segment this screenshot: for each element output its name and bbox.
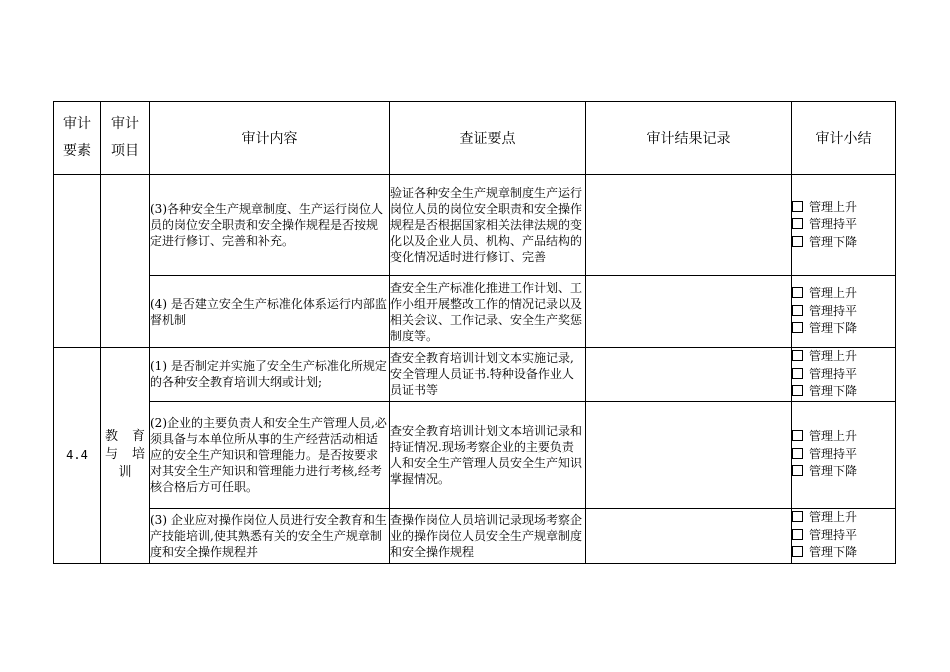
header-row xyxy=(54,102,896,175)
checkbox-icon[interactable] xyxy=(792,236,803,247)
checkbox-icon[interactable] xyxy=(792,322,803,333)
option-flat[interactable]: 管理持平 xyxy=(792,216,895,234)
option-rise[interactable]: 管理上升 xyxy=(792,199,895,217)
option-flat[interactable]: 管理持平 xyxy=(792,366,895,384)
option-flat[interactable]: 管理持平 xyxy=(792,527,895,545)
audit-item-cell: 教 育 与 培 训 xyxy=(101,348,150,564)
table-row xyxy=(54,508,896,563)
result-record-cell[interactable] xyxy=(586,276,792,348)
option-rise[interactable]: 管理上升 xyxy=(792,285,895,303)
header-audit-element: 审计 要素 xyxy=(54,102,101,175)
checkbox-icon[interactable] xyxy=(792,529,803,540)
checkbox-icon[interactable] xyxy=(792,385,803,396)
element-cell-empty xyxy=(54,175,101,348)
summary-cell xyxy=(792,401,896,508)
result-record-cell[interactable] xyxy=(586,175,792,276)
checkbox-icon[interactable] xyxy=(792,465,803,476)
checkbox-icon[interactable] xyxy=(792,511,803,522)
checkbox-icon[interactable] xyxy=(792,350,803,361)
table-row xyxy=(54,175,896,276)
option-rise[interactable]: 管理上升 xyxy=(792,348,895,366)
audit-content-cell: (1) 是否制定并实施了安全生产标准化所规定的各种安全教育培训大纲或计划; xyxy=(150,348,390,402)
checkbox-icon[interactable] xyxy=(792,430,803,441)
evidence-cell: 验证各种安全生产规章制度生产运行岗位人员的岗位安全职责和安全操作规程是否根据国家相关法律法规的变化以及企业人员、机构、产品结构的变化情况适时进行修订、完善 xyxy=(390,175,586,276)
checkbox-icon[interactable] xyxy=(792,546,803,557)
table-row xyxy=(54,348,896,402)
checkbox-icon[interactable] xyxy=(792,368,803,379)
option-rise[interactable]: 管理上升 xyxy=(792,428,895,446)
result-record-cell[interactable] xyxy=(586,401,792,508)
header-evidence-points: 查证要点 xyxy=(390,102,586,175)
option-decline[interactable]: 管理下降 xyxy=(792,320,895,338)
summary-cell xyxy=(792,348,896,402)
header-summary: 审计小结 xyxy=(792,102,896,175)
checkbox-icon[interactable] xyxy=(792,201,803,212)
option-decline[interactable]: 管理下降 xyxy=(792,463,895,481)
header-audit-content: 审计内容 xyxy=(150,102,390,175)
option-decline[interactable]: 管理下降 xyxy=(792,234,895,252)
checkbox-icon[interactable] xyxy=(792,448,803,459)
evidence-cell: 查操作岗位人员培训记录现场考察企业的操作岗位人员安全生产规章制度和安全操作规程 xyxy=(390,508,586,563)
evidence-cell: 查安全教育培训计划文本培训记录和持证情况.现场考察企业的主要负责人和安全生产管理人员安全生产知识掌握情况。 xyxy=(390,401,586,508)
audit-content-cell: (4) 是否建立安全生产标准化体系运行内部监督机制 xyxy=(150,276,390,348)
audit-content-cell: (2)企业的主要负责人和安全生产管理人员,必须具备与本单位所从事的生产经营活动相适应的安全生产知识和管理能力。是否按要求对其安全生产知识和管理能力进行考核,经考核合格后方可任职。 xyxy=(150,401,390,508)
header-audit-item: 审计 项目 xyxy=(101,102,150,175)
option-decline[interactable]: 管理下降 xyxy=(792,383,895,401)
result-record-cell[interactable] xyxy=(586,508,792,563)
option-rise[interactable]: 管理上升 xyxy=(792,509,895,527)
table-row xyxy=(54,401,896,508)
audit-content-cell: (3)各种安全生产规章制度、生产运行岗位人员的岗位安全职责和安全操作规程是否按规定进行修订、完善和补充。 xyxy=(150,175,390,276)
option-decline[interactable]: 管理下降 xyxy=(792,544,895,562)
summary-cell xyxy=(792,175,896,276)
checkbox-icon[interactable] xyxy=(792,218,803,229)
summary-cell xyxy=(792,508,896,563)
evidence-cell: 查安全教育培训计划文本实施记录,安全管理人员证书.特种设备作业人员证书等 xyxy=(390,348,586,402)
item-cell-empty xyxy=(101,175,150,348)
summary-cell xyxy=(792,276,896,348)
result-record-cell[interactable] xyxy=(586,348,792,402)
audit-content-cell: (3) 企业应对操作岗位人员进行安全教育和生产技能培训,使其熟悉有关的安全生产规章制度和安全操作规程并 xyxy=(150,508,390,563)
audit-table xyxy=(53,101,896,564)
checkbox-icon[interactable] xyxy=(792,305,803,316)
audit-element-cell: 4.4 xyxy=(54,348,101,564)
evidence-cell: 查安全生产标准化推进工作计划、工作小组开展整改工作的情况记录以及相关会议、工作记录、安全生产奖惩制度等。 xyxy=(390,276,586,348)
option-flat[interactable]: 管理持平 xyxy=(792,446,895,464)
checkbox-icon[interactable] xyxy=(792,287,803,298)
header-result-record: 审计结果记录 xyxy=(586,102,792,175)
table-row xyxy=(54,276,896,348)
option-flat[interactable]: 管理持平 xyxy=(792,303,895,321)
